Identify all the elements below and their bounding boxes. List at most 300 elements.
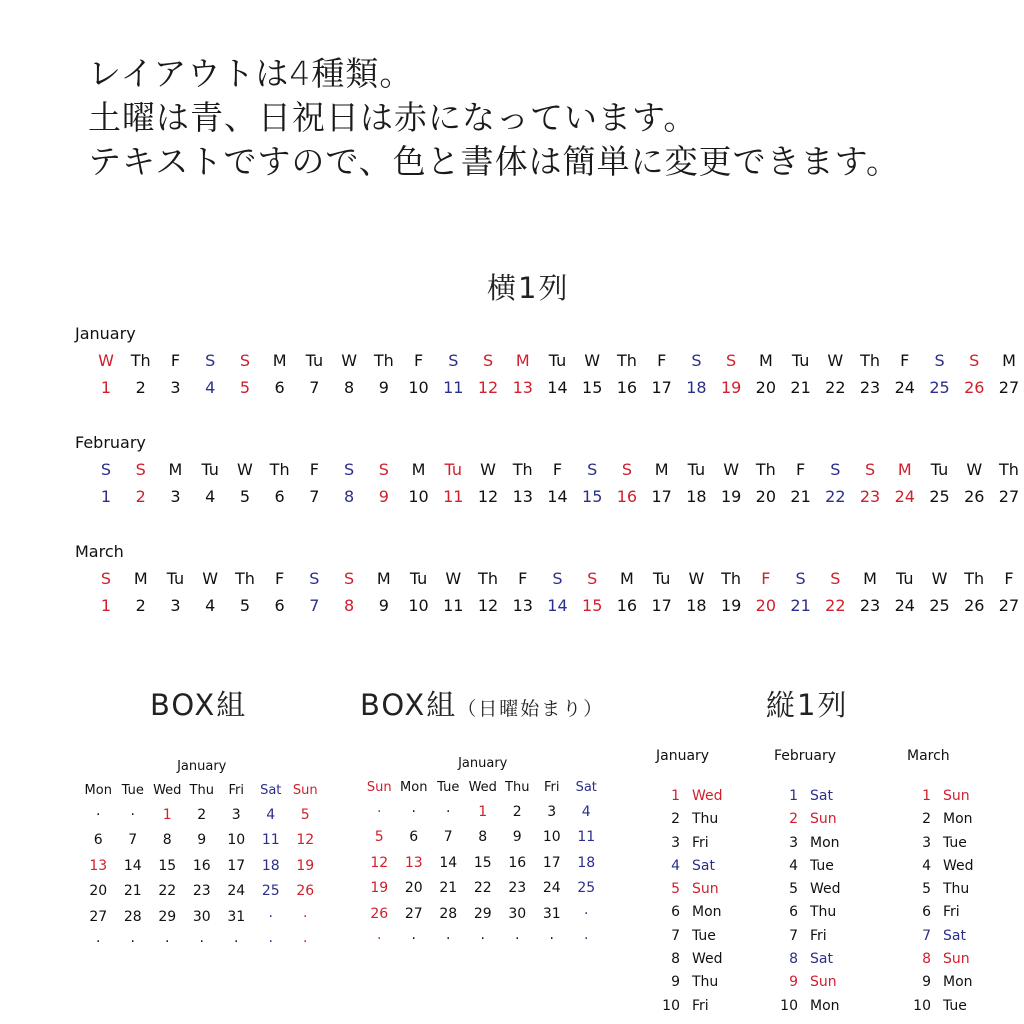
date-cell: 24: [894, 487, 915, 506]
day-cell: 5: [300, 806, 310, 823]
weekday-cell: Th: [478, 569, 498, 588]
day-cell: ·: [234, 934, 239, 951]
day-cell: ·: [584, 905, 589, 922]
day-cell: 15: [158, 857, 177, 874]
weekday-cell: S: [864, 460, 876, 479]
date-cell: 10: [408, 378, 429, 397]
weekday-cell: M: [168, 460, 183, 479]
weekday-cell: M: [411, 460, 426, 479]
date-number: 6: [789, 904, 798, 921]
weekday-cell: S: [309, 569, 320, 588]
date-cell: 21: [790, 378, 811, 397]
box-sun-grid: [362, 775, 604, 952]
weekday-name: Tue: [692, 927, 716, 944]
box-calendar-monday-start: [81, 756, 323, 955]
weekday-cell: Tu: [166, 569, 185, 588]
date-cell: 24: [894, 378, 915, 397]
date-cell: 17: [651, 487, 672, 506]
date-number: 3: [789, 834, 798, 851]
day-cell: 1: [162, 806, 172, 823]
weekday-name: Sun: [810, 811, 837, 828]
date-number: 8: [922, 951, 931, 968]
day-cell: 23: [508, 880, 527, 897]
date-cell: 8: [344, 378, 355, 397]
weekday-header-cell: Wed: [153, 782, 182, 798]
date-number: 5: [789, 881, 798, 898]
weekday-name: Sun: [943, 951, 970, 968]
day-cell: 25: [261, 883, 280, 900]
day-cell: 4: [266, 806, 276, 823]
weekday-cell: M: [1002, 351, 1016, 370]
day-cell: 22: [473, 880, 492, 897]
day-cell: ·: [96, 806, 101, 823]
weekday-cell: Th: [234, 569, 255, 588]
day-cell: ·: [199, 934, 204, 951]
date-cell: 2: [135, 487, 146, 506]
weekday-cell: F: [552, 460, 563, 479]
weekday-cell: F: [900, 351, 910, 370]
weekday-cell: S: [621, 460, 633, 479]
date-cell: 1: [100, 487, 112, 506]
week-row: [81, 904, 323, 930]
day-cell: 10: [542, 829, 561, 846]
date-cell: 18: [686, 487, 707, 506]
day-cell: 4: [581, 803, 591, 820]
vertical-day-row: [774, 928, 841, 951]
weekday-header-cell: Sun: [366, 779, 392, 795]
weekday-cell: Th: [130, 351, 151, 370]
day-cell: ·: [96, 934, 101, 951]
day-cell: ·: [377, 931, 382, 948]
date-cell: 22: [825, 378, 846, 397]
weekday-name: Sat: [692, 857, 715, 874]
weekday-name: Mon: [943, 811, 973, 828]
weekday-name: Sun: [810, 974, 837, 991]
day-cell: 13: [89, 857, 108, 874]
date-cell: 16: [616, 487, 638, 506]
date-cell: 14: [547, 596, 568, 615]
date-cell: 25: [929, 596, 950, 615]
weekday-cell: M: [897, 460, 912, 479]
weekday-cell: S: [378, 460, 389, 479]
day-cell: 11: [577, 829, 596, 846]
date-cell: 9: [378, 596, 389, 615]
weekday-cell: S: [482, 351, 494, 370]
box-mon-grid: [81, 778, 323, 955]
date-cell: 4: [205, 487, 216, 506]
weekday-cell: W: [966, 460, 983, 479]
box-sun-subtitle: （日曜始まり）: [457, 698, 605, 720]
week-row: [362, 901, 604, 927]
date-number: 8: [789, 951, 798, 968]
day-cell: 21: [439, 880, 458, 897]
date-cell: 16: [616, 378, 638, 397]
weekday-cell: S: [691, 351, 702, 370]
weekday-cell: Tu: [201, 460, 219, 479]
weekday-cell: M: [654, 460, 669, 479]
weekday-cell: S: [448, 351, 459, 370]
vertical-day-row: [656, 881, 723, 904]
date-number: 6: [922, 904, 931, 921]
date-cell: 10: [408, 487, 429, 506]
weekday-name: Thu: [692, 811, 719, 828]
day-cell: 16: [508, 854, 527, 871]
horizontal-month-label: February: [75, 433, 146, 452]
vertical-day-row: [656, 904, 723, 927]
horizontal-month-label: January: [75, 324, 136, 343]
weekday-name: Wed: [943, 857, 974, 874]
date-number: 1: [789, 788, 798, 804]
date-cell: 20: [755, 378, 777, 397]
weekday-name: Sun: [943, 788, 970, 804]
box-sun-title: BOX組: [360, 688, 458, 722]
date-number: 9: [671, 974, 680, 991]
vertical-day-row: [656, 858, 723, 881]
date-cell: 9: [378, 378, 389, 397]
weekday-cell: S: [795, 569, 806, 588]
date-cell: 15: [582, 378, 603, 397]
day-cell: 23: [192, 883, 211, 900]
weekday-cell: S: [205, 351, 216, 370]
weekday-cell: Th: [373, 351, 394, 370]
day-cell: 20: [404, 880, 423, 897]
week-row: [81, 930, 323, 956]
date-cell: 22: [825, 487, 846, 506]
day-cell: 19: [370, 880, 389, 897]
vertical-day-row: [907, 951, 974, 974]
day-cell: 1: [478, 803, 488, 820]
day-cell: 27: [89, 908, 108, 925]
day-cell: ·: [130, 934, 135, 951]
weekday-cell: S: [726, 351, 737, 370]
day-cell: 2: [512, 803, 522, 820]
day-cell: 25: [577, 880, 596, 897]
weekday-cell: S: [830, 460, 841, 479]
date-cell: 19: [720, 596, 742, 615]
weekday-cell: Th: [999, 460, 1019, 479]
date-cell: 18: [686, 596, 707, 615]
weekday-cell: Tu: [444, 460, 463, 479]
weekday-cell: W: [723, 460, 740, 479]
day-cell: 26: [296, 883, 315, 900]
weekday-cell: M: [272, 351, 287, 370]
week-row: [362, 799, 604, 825]
date-number: 6: [671, 904, 680, 921]
day-cell: ·: [303, 908, 308, 925]
date-cell: 5: [239, 378, 250, 397]
weekday-name: Fri: [692, 834, 709, 851]
day-cell: 14: [439, 854, 458, 871]
weekday-header-row: [81, 778, 323, 802]
date-cell: 12: [477, 378, 499, 397]
weekday-header-row: [362, 775, 604, 799]
weekday-cell: W: [202, 569, 219, 588]
date-cell: 3: [170, 378, 181, 397]
weekday-cell: S: [135, 460, 146, 479]
weekday-name: Tue: [943, 997, 967, 1014]
weekday-cell: M: [376, 569, 391, 588]
weekday-name: Thu: [692, 974, 719, 991]
date-cell: 15: [582, 596, 603, 615]
date-cell: 3: [170, 487, 181, 506]
day-cell: ·: [446, 931, 451, 948]
date-cell: 17: [651, 378, 672, 397]
date-cell: 7: [309, 487, 320, 506]
weekday-cell: F: [518, 569, 528, 588]
day-cell: 7: [443, 829, 453, 846]
date-cell: 6: [274, 378, 285, 397]
weekday-cell: Tu: [896, 569, 914, 588]
weekday-cell: Th: [721, 569, 742, 588]
vertical-month-label: January: [656, 748, 710, 764]
day-cell: 27: [404, 905, 423, 922]
weekday-name: Fri: [810, 927, 827, 944]
weekday-cell: F: [761, 569, 771, 588]
weekday-cell: S: [587, 569, 598, 588]
vertical-month-label: February: [774, 748, 837, 764]
week-row: [81, 879, 323, 905]
day-cell: 6: [93, 832, 103, 849]
box-sun-month-label: January: [458, 756, 508, 771]
horizontal-month-label: March: [75, 542, 124, 561]
weekday-name: Sat: [810, 788, 833, 804]
horizontal-section-title: 横1列: [487, 271, 570, 305]
day-cell: 6: [409, 829, 419, 846]
vertical-day-row: [907, 998, 974, 1021]
date-cell: 7: [309, 378, 320, 397]
date-cell: 12: [477, 596, 499, 615]
day-cell: 24: [542, 880, 561, 897]
day-cell: 14: [123, 857, 142, 874]
weekday-cell: S: [344, 569, 355, 588]
date-number: 10: [913, 997, 931, 1014]
date-number: 1: [922, 788, 931, 804]
weekday-cell: S: [552, 569, 563, 588]
date-cell: 6: [274, 596, 285, 615]
box-mon-section-title: BOX組: [150, 688, 248, 722]
weekday-cell: Th: [269, 460, 290, 479]
date-cell: 19: [720, 378, 742, 397]
weekday-header-cell: Mon: [84, 782, 112, 798]
vertical-day-row: [774, 881, 841, 904]
weekday-cell: F: [1004, 569, 1014, 588]
date-number: 4: [789, 857, 798, 874]
weekday-name: Sat: [810, 951, 833, 968]
date-cell: 13: [512, 487, 533, 506]
day-cell: 20: [89, 883, 108, 900]
vertical-day-row: [907, 974, 974, 997]
intro-line-2: 土曜は青、日祝日は赤になっています。: [88, 98, 698, 137]
weekday-cell: Tu: [305, 351, 324, 370]
weekday-cell: M: [133, 569, 148, 588]
weekday-cell: F: [795, 460, 806, 479]
date-cell: 1: [100, 596, 112, 615]
date-number: 7: [922, 927, 931, 944]
day-cell: ·: [584, 931, 589, 948]
intro-text: [88, 52, 900, 184]
date-number: 2: [671, 811, 680, 828]
weekday-cell: S: [100, 460, 112, 479]
weekday-name: Wed: [810, 881, 841, 898]
date-cell: 14: [547, 487, 568, 506]
date-number: 4: [671, 857, 680, 874]
day-cell: 11: [261, 832, 280, 849]
vertical-day-row: [907, 881, 974, 904]
weekday-name: Sat: [943, 927, 966, 944]
weekday-cell: W: [931, 569, 948, 588]
day-cell: ·: [411, 931, 416, 948]
week-row: [81, 853, 323, 879]
weekday-header-cell: Mon: [400, 779, 428, 795]
vertical-day-row: [907, 788, 974, 811]
day-cell: 8: [162, 832, 172, 849]
day-cell: 21: [123, 883, 142, 900]
weekday-cell: S: [587, 460, 598, 479]
day-cell: 29: [158, 908, 177, 925]
day-cell: 17: [227, 857, 246, 874]
date-cell: 13: [512, 596, 533, 615]
vertical-day-row: [774, 951, 841, 974]
date-cell: 6: [274, 487, 285, 506]
day-cell: 5: [374, 829, 384, 846]
date-cell: 2: [135, 596, 146, 615]
date-cell: 26: [964, 378, 985, 397]
week-row: [362, 825, 604, 851]
date-cell: 5: [239, 487, 250, 506]
week-row: [362, 927, 604, 953]
date-cell: 19: [720, 487, 742, 506]
weekday-cell: Tu: [791, 351, 810, 370]
weekday-name: Sun: [692, 881, 719, 898]
weekday-cell: Tu: [652, 569, 671, 588]
box-sun-section-title: [360, 683, 604, 724]
weekday-cell: S: [100, 569, 112, 588]
date-number: 7: [789, 927, 798, 944]
date-cell: 25: [929, 378, 950, 397]
day-cell: 3: [547, 803, 557, 820]
day-cell: 8: [478, 829, 488, 846]
day-cell: 12: [296, 832, 315, 849]
date-cell: 15: [582, 487, 603, 506]
date-cell: 20: [755, 487, 777, 506]
weekday-cell: Tu: [930, 460, 949, 479]
vertical-day-row: [656, 788, 723, 811]
vertical-day-row: [656, 835, 723, 858]
weekday-cell: Th: [755, 460, 776, 479]
weekday-name: Fri: [692, 997, 709, 1014]
day-cell: 13: [404, 854, 423, 871]
date-cell: 14: [547, 378, 568, 397]
weekday-cell: Th: [616, 351, 637, 370]
weekday-cell: W: [445, 569, 462, 588]
weekday-cell: F: [170, 351, 181, 370]
weekday-cell: M: [863, 569, 877, 588]
day-cell: 29: [473, 905, 492, 922]
weekday-name: Tue: [943, 834, 967, 851]
vertical-day-row: [774, 835, 841, 858]
weekday-header-cell: Tue: [437, 779, 460, 795]
weekday-cell: Tu: [687, 460, 706, 479]
day-cell: 18: [261, 857, 280, 874]
vertical-day-row: [907, 811, 974, 834]
day-cell: 30: [508, 905, 527, 922]
day-cell: ·: [165, 934, 170, 951]
weekday-header-cell: Wed: [468, 779, 497, 795]
date-cell: 2: [135, 378, 146, 397]
vertical-day-row: [907, 904, 974, 927]
day-cell: ·: [377, 803, 382, 820]
vertical-day-row: [774, 811, 841, 834]
day-cell: 28: [439, 905, 458, 922]
date-cell: 26: [964, 596, 985, 615]
date-cell: 27: [998, 596, 1020, 615]
date-cell: 5: [239, 596, 250, 615]
day-cell: ·: [411, 803, 416, 820]
weekday-cell: F: [657, 351, 667, 370]
box-mon-month-label: January: [177, 759, 227, 774]
date-cell: 26: [964, 487, 985, 506]
vertical-month-column: [774, 748, 841, 1021]
date-cell: 10: [408, 596, 429, 615]
vertical-day-row: [907, 858, 974, 881]
day-cell: 26: [370, 905, 389, 922]
date-cell: 12: [477, 487, 499, 506]
vertical-day-row: [774, 788, 841, 811]
date-cell: 21: [790, 596, 811, 615]
weekday-cell: S: [344, 460, 355, 479]
day-cell: ·: [515, 931, 520, 948]
day-cell: ·: [130, 806, 135, 823]
day-cell: 31: [227, 908, 246, 925]
vertical-month-column: [656, 748, 723, 1021]
date-number: 8: [671, 951, 680, 968]
weekday-header-cell: Sun: [292, 782, 318, 798]
date-number: 5: [671, 881, 680, 898]
date-cell: 21: [790, 487, 811, 506]
weekday-header-cell: Thu: [189, 782, 214, 798]
weekday-cell: S: [239, 351, 250, 370]
day-cell: 22: [158, 883, 177, 900]
weekday-name: Mon: [692, 904, 722, 921]
weekday-cell: Tu: [409, 569, 428, 588]
intro-line-1: レイアウトは4種類。: [88, 54, 414, 93]
weekday-cell: M: [620, 569, 634, 588]
weekday-header-cell: Sat: [575, 779, 597, 795]
weekday-header-cell: Sat: [260, 782, 282, 798]
date-cell: 16: [616, 596, 638, 615]
day-cell: 19: [296, 857, 315, 874]
vertical-day-row: [907, 928, 974, 951]
box-calendar-sunday-start: [362, 753, 604, 952]
day-cell: 3: [231, 806, 241, 823]
day-cell: 9: [512, 829, 522, 846]
date-cell: 8: [344, 596, 355, 615]
date-cell: 25: [929, 487, 950, 506]
week-row: [362, 850, 604, 876]
vertical-section-title: 縦1列: [766, 688, 849, 722]
vertical-day-row: [774, 858, 841, 881]
day-cell: 17: [542, 854, 561, 871]
day-cell: 18: [577, 854, 596, 871]
date-cell: 27: [998, 487, 1020, 506]
vertical-month-column: [907, 748, 974, 1021]
weekday-cell: S: [969, 351, 980, 370]
date-cell: 22: [825, 596, 846, 615]
week-row: [81, 828, 323, 854]
day-cell: ·: [268, 908, 273, 925]
day-cell: ·: [446, 803, 451, 820]
day-cell: 2: [197, 806, 207, 823]
